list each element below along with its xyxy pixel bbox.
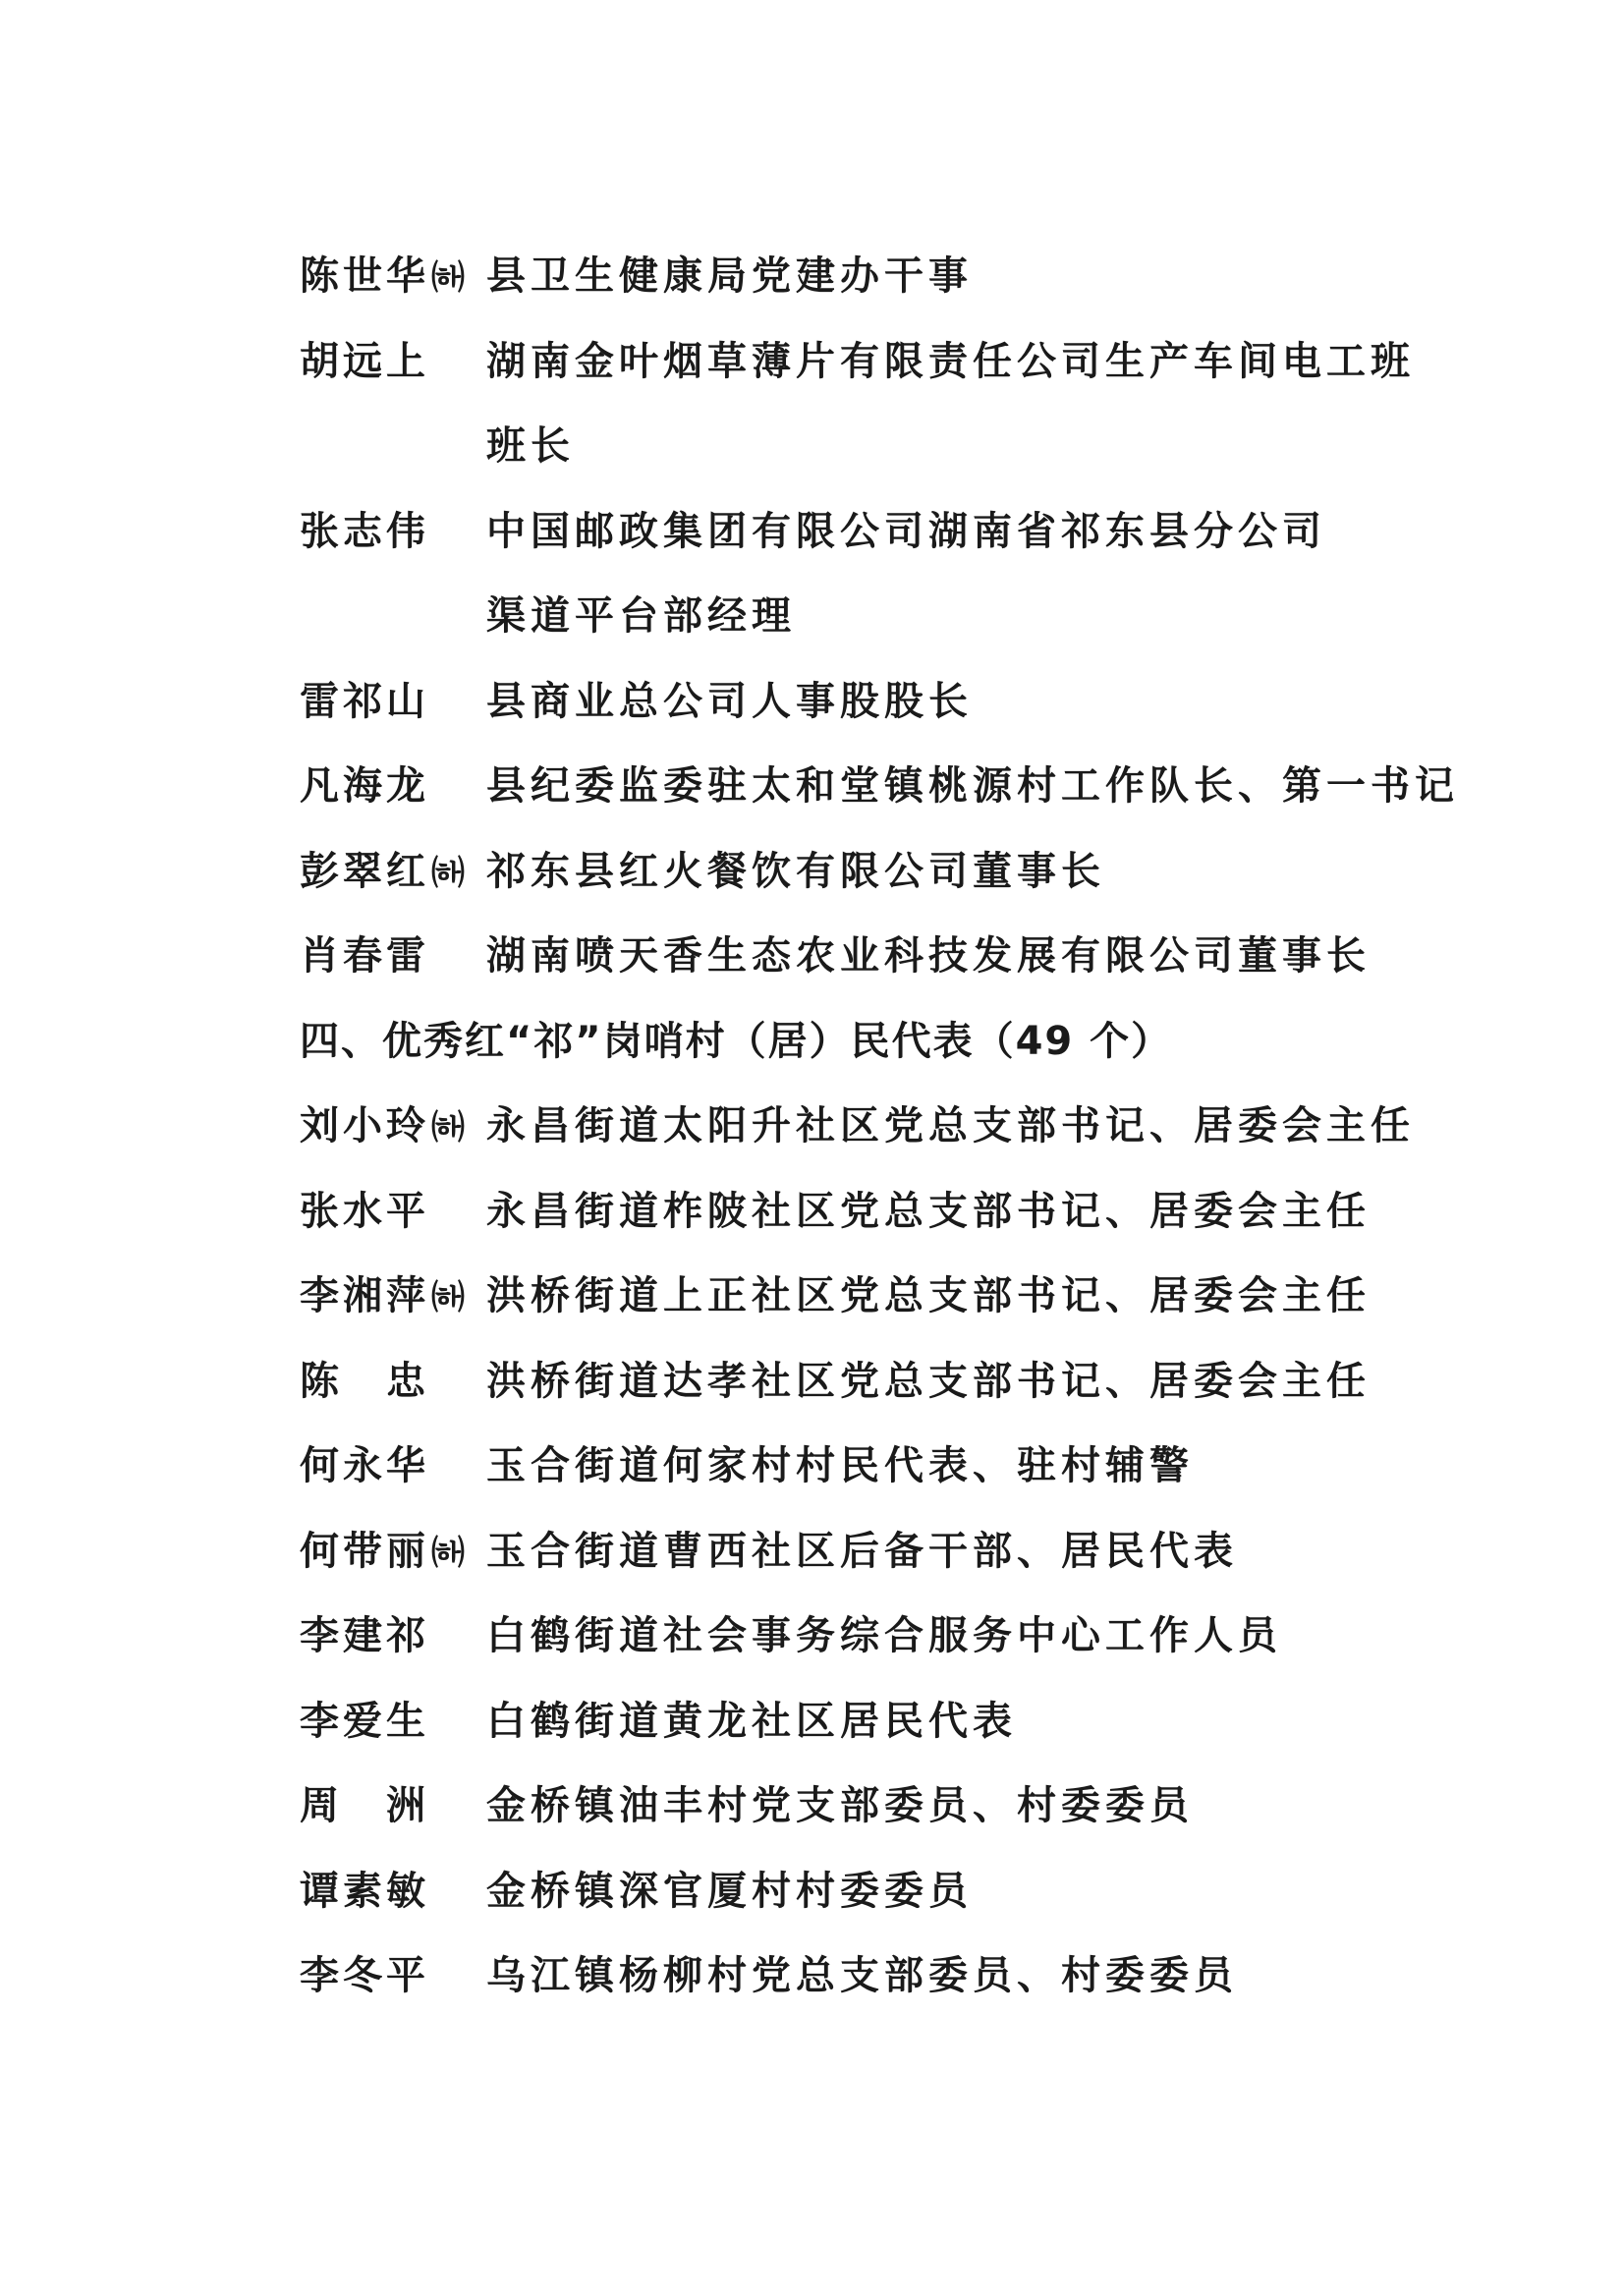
section-heading: 四、优秀红“祁”岗哨村（居）民代表（49 个） [300, 1019, 1173, 1064]
person-role: 永昌街道柞陂社区党总支部书记、居委会主任 [486, 1188, 1371, 1234]
person-role: 白鹤街道黄龙社区居民代表 [486, 1698, 1017, 1744]
person-name: 雷祁山 [300, 678, 429, 724]
person-name: 李湘萍㈛ [300, 1272, 465, 1318]
person-name: 陈世华㈛ [300, 252, 465, 299]
female-mark: ㈛ [431, 1278, 465, 1317]
person-name: 何永华 [300, 1442, 429, 1488]
person-name: 何带丽㈛ [300, 1528, 465, 1574]
person-role: 中国邮政集团有限公司湖南省祁东县分公司 [486, 508, 1326, 554]
person-name: 张水平 [300, 1188, 429, 1234]
person-name: 谭素敏 [300, 1868, 429, 1914]
person-name: 彭翠红㈛ [300, 848, 465, 894]
person-name: 李建祁 [300, 1612, 429, 1658]
person-name: 周 洲 [300, 1782, 429, 1828]
person-role: 洪桥街道达孝社区党总支部书记、居委会主任 [486, 1358, 1371, 1404]
person-name: 刘小玲㈛ [300, 1102, 465, 1148]
person-name: 陈 忠 [300, 1358, 429, 1404]
person-role-continued: 渠道平台部经理 [486, 592, 796, 639]
female-mark: ㈛ [431, 854, 465, 893]
person-role: 金桥镇油丰村党支部委员、村委委员 [486, 1782, 1194, 1828]
person-role: 县商业总公司人事股股长 [486, 678, 973, 724]
person-name: 李爱生 [300, 1698, 429, 1744]
female-mark: ㈛ [431, 258, 465, 298]
person-name: 凡海龙 [300, 762, 429, 809]
person-role: 湖南喷天香生态农业科技发展有限公司董事长 [486, 932, 1371, 979]
person-name: 肖春雷 [300, 932, 429, 979]
person-role: 县卫生健康局党建办干事 [486, 252, 973, 299]
person-role: 湖南金叶烟草薄片有限责任公司生产车间电工班 [486, 338, 1415, 384]
person-role: 玉合街道何家村村民代表、驻村辅警 [486, 1442, 1194, 1488]
person-role: 乌江镇杨柳村党总支部委员、村委委员 [486, 1952, 1238, 1998]
person-name: 胡远上 [300, 338, 429, 384]
female-mark: ㈛ [431, 1108, 465, 1148]
person-role: 金桥镇深官厦村村委委员 [486, 1868, 973, 1914]
person-name: 李冬平 [300, 1952, 429, 1998]
person-name: 张志伟 [300, 508, 429, 554]
person-role: 祁东县红火餐饮有限公司董事长 [486, 848, 1105, 894]
person-role: 白鹤街道社会事务综合服务中心工作人员 [486, 1612, 1282, 1658]
person-role: 县纪委监委驻太和堂镇桃源村工作队长、第一书记 [486, 762, 1459, 809]
person-role-continued: 班长 [486, 422, 575, 469]
female-mark: ㈛ [431, 1534, 465, 1573]
person-role: 玉合街道曹西社区后备干部、居民代表 [486, 1528, 1238, 1574]
person-role: 洪桥街道上正社区党总支部书记、居委会主任 [486, 1272, 1371, 1318]
person-role: 永昌街道太阳升社区党总支部书记、居委会主任 [486, 1102, 1415, 1148]
